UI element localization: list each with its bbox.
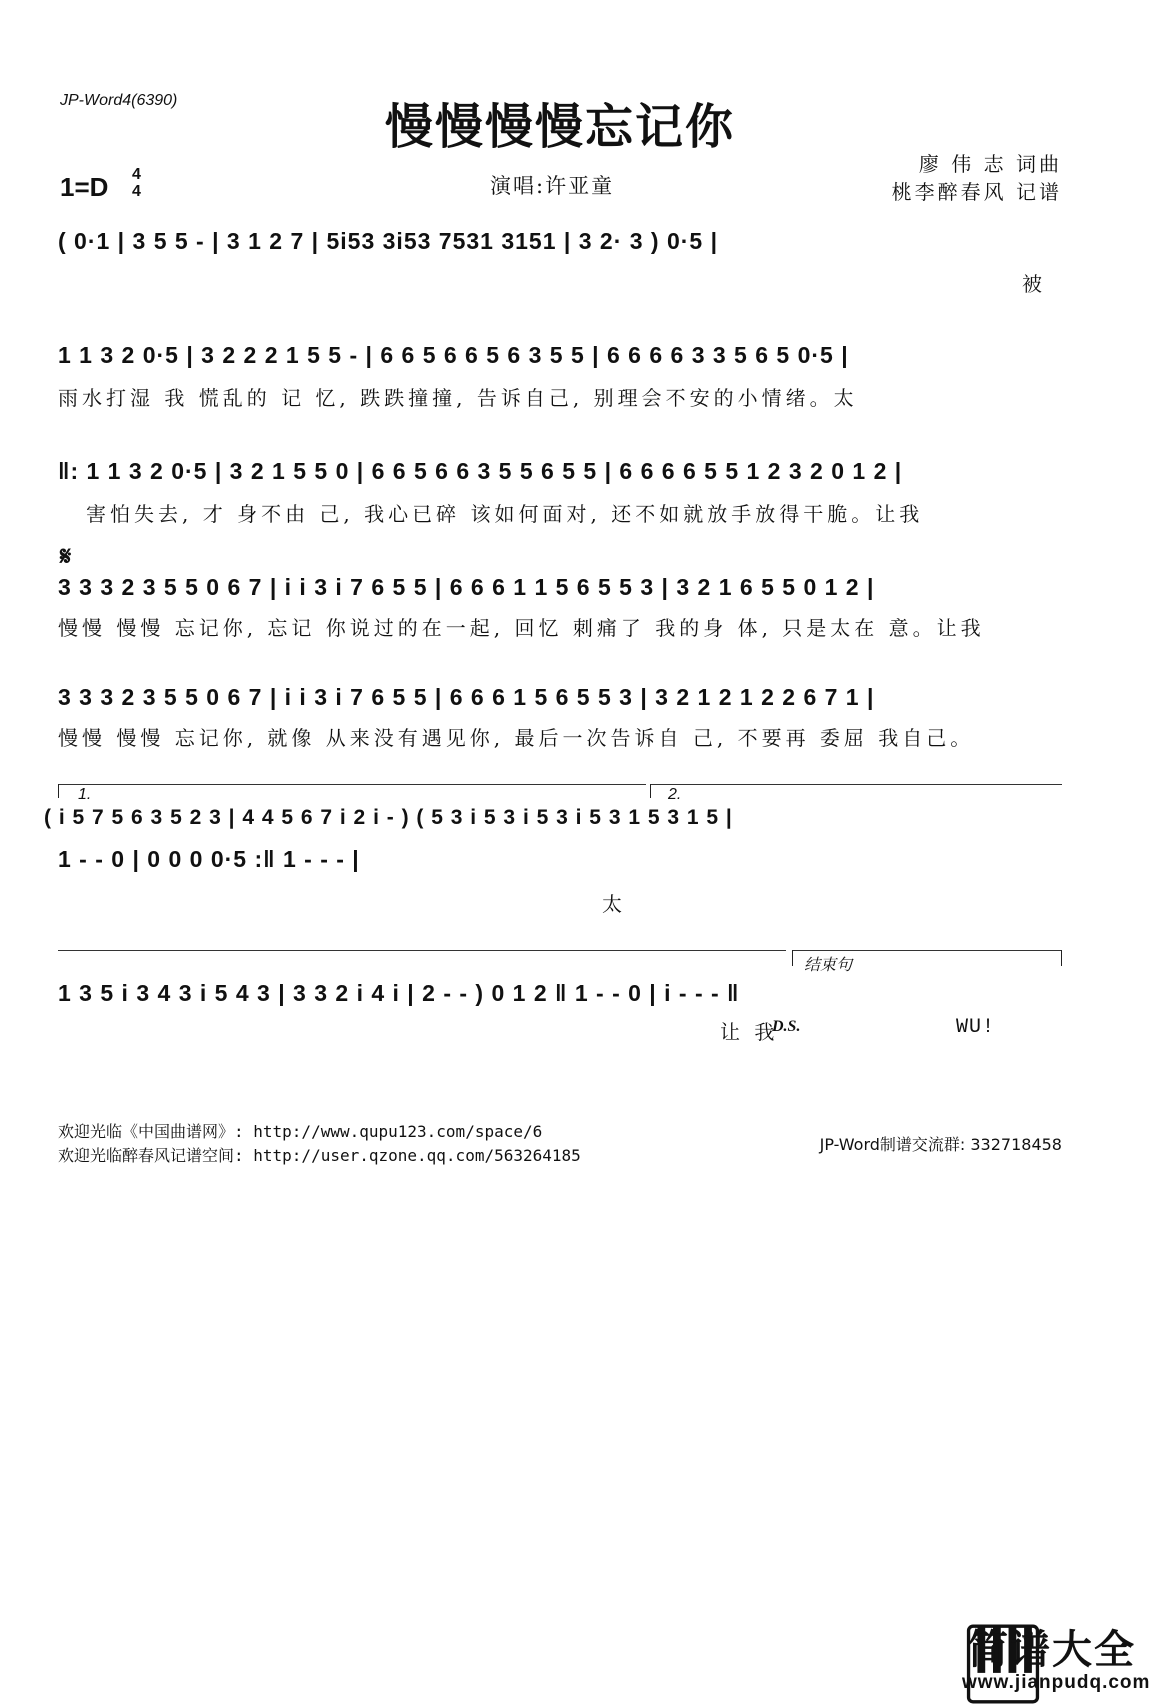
line-7-phrase-bracket [58,950,786,952]
ending-2-bracket [650,784,1062,786]
footer-group-info: JP-Word制谱交流群: 332718458 [819,1135,1062,1154]
score-line-5-lyrics: 慢慢 慢慢 忘记你, 就像 从来没有遇见你, 最后一次告诉自 己, 不要再 委屈 我自己。 [58,726,975,750]
score-line-1-notes: ( 0·1 | 3 5 5 - | 3 1 2 7 | 5i53 3i53 7531 3151 | 3 2· 3 ) 0·5 | [58,228,719,254]
score-line-4-notes: 3 3 3 2 3 5 5 0 6 7 | i i 3 i 7 6 5 5 | 6 6 6 1 1 5 6 5 5 3 | 3 2 1 6 5 5 0 1 2 | [58,574,875,600]
segno-sign: 𝄋 [60,542,72,572]
outro-bracket-end-tick [1061,950,1062,966]
score-id: JP-Word4(6390) [60,92,178,109]
footer-link-qzone[interactable]: 欢迎光临醉春风记谱空间: http://user.qzone.qq.com/563264185 [58,1146,581,1165]
footer-links [58,1120,581,1168]
score-line-3-notes: ‖: 1 1 3 2 0·5 | 3 2 1 5 5 0 | 6 6 5 6 6 3 5 5 6 5 5 | 6 6 6 6 5 5 1 2 3 2 0 1 2 | [58,458,903,484]
score-line-7-lyric-a: 让 我 [720,1020,779,1044]
logo-url: www.jianpudq.com [962,1672,1150,1693]
score-line-1-lyric: 被 [1022,272,1046,296]
score-line-7-notes: 1 3 5 i 3 4 3 i 5 4 3 | 3 3 2 i 4 i | 2 - - ) 0 1 2 ‖ 1 - - 0 | i - - - ‖ [58,980,740,1006]
key-signature: 1=D [60,172,109,202]
transcriber: 桃李醉春风 记谱 [891,180,1062,204]
page-title: 慢慢慢慢忘记你 [384,99,735,155]
time-signature-top: 4 [132,166,141,183]
score-line-6-lower: 1 - - 0 | 0 0 0 0·5 :‖ 1 - - - | [58,846,360,872]
footer-link-qupu[interactable]: 欢迎光临《中国曲谱网》: http://www.qupu123.com/space/6 [58,1122,543,1141]
score-line-7-lyric-b: WU! [956,1016,996,1039]
singer: 演唱:许亚童 [490,174,615,198]
score-line-6-lyric: 太 [602,892,626,916]
dal-segno-mark: D.S. [772,1018,801,1035]
ending-2-bracket-tick [650,784,651,798]
time-signature-bottom: 4 [132,183,141,200]
ending-1-bracket-tick [58,784,59,798]
logo-name: 简谱大全 [968,1627,1136,1673]
score-line-4-lyrics: 慢慢 慢慢 忘记你, 忘记 你说过的在一起, 回忆 刺痛了 我的身 体, 只是太在 意。让我 [58,616,985,640]
score-line-2-lyrics: 雨水打湿 我 慌乱的 记 忆, 跌跌撞撞, 告诉自己, 别理会不安的小情绪。太 [58,386,858,410]
ending-2-label: 2. [668,786,682,803]
ending-1-label: 1. [78,786,92,803]
outro-label: 结束句 [804,957,853,974]
score-line-3-lyrics: 害怕失去, 才 身不由 己, 我心已碎 该如何面对, 还不如就放手放得干脆。让我 [86,502,924,526]
score-line-6-upper: ( i 5 7 5 6 3 5 2 3 | 4 4 5 6 7 i 2 i - ) ( 5 3 i 5 3 i 5 3 i 5 3 1 5 3 1 5 | [44,806,733,829]
ending-1-bracket [58,784,646,786]
time-signature [132,166,141,200]
lyricist-composer: 廖 伟 志 词曲 [918,152,1062,176]
score-line-5-notes: 3 3 3 2 3 5 5 0 6 7 | i i 3 i 7 6 5 5 | 6 6 6 1 5 6 5 5 3 | 3 2 1 2 1 2 2 6 7 1 | [58,684,875,710]
outro-bracket-tick [792,950,793,966]
score-line-2-notes: 1 1 3 2 0·5 | 3 2 2 2 1 5 5 - | 6 6 5 6 6 5 6 3 5 5 | 6 6 6 6 3 3 5 6 5 0·5 | [58,342,849,368]
